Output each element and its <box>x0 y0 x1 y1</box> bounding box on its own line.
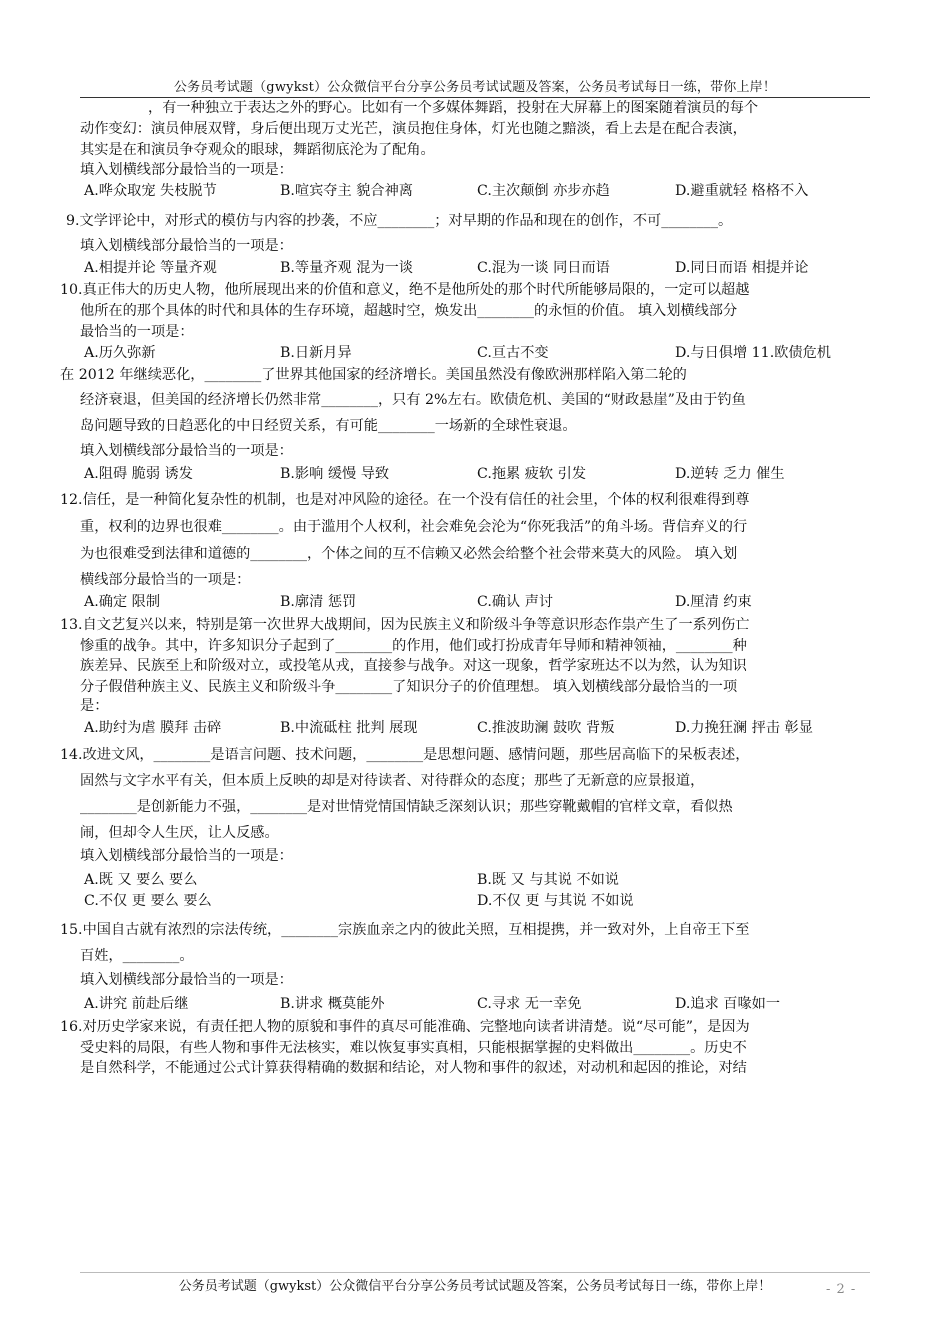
q11-option-a: A.阻碍 脆弱 诱发 <box>84 466 193 482</box>
q13-option-d: D.力挽狂澜 抨击 彰显 <box>675 720 813 736</box>
q8-line-3: 其实是在和演员争夺观众的眼球，舞蹈彻底沦为了配角。 <box>80 142 435 158</box>
q9-option-c: C.混为一谈 同日而语 <box>477 260 610 276</box>
q11-line-1: 在 2012 年继续恶化，________了世界其他国家的经济增长。美国虽然没有像欧洲那样陷入第二轮的 <box>60 367 687 383</box>
q10-option-a: A.历久弥新 <box>84 345 156 361</box>
q12-option-a: A.确定 限制 <box>84 594 161 610</box>
q15-option-a: A.讲究 前赴后继 <box>84 996 189 1012</box>
q14-option-a: A.既 又 要么 要么 <box>84 872 198 888</box>
q13-line-4: 分子假借种族主义、民族主义和阶级斗争________了知识分子的价值理想。 填入划横线部分最恰当的一项 <box>80 679 738 695</box>
q12-option-d: D.厘清 约束 <box>675 594 752 610</box>
q13-option-a: A.助纣为虐 膜拜 击碎 <box>84 720 222 736</box>
q14-option-b: B.既 又 与其说 不如说 <box>477 872 619 888</box>
q8-option-d: D.避重就轻 格格不入 <box>675 183 809 199</box>
q16-line-2: 受史料的局限，有些人物和事件无法核实，难以恢复事实真相，只能根据掌握的史料做出________。历史不 <box>80 1040 747 1056</box>
q13-line-3: 族差异、民族至上和阶级对立，或投笔从戎，直接参与战争。对这一现象，哲学家班达不以为然，认为知识 <box>80 658 747 674</box>
q8-line-2: 动作变幻：演员伸展双臂，身后便出现万丈光芒，演员抱住身体，灯光也随之黯淡，看上去是在配合表演， <box>80 121 747 137</box>
q13-option-c: C.推波助澜 鼓吹 背叛 <box>477 720 615 736</box>
q13-option-b: B.中流砥柱 批判 展现 <box>280 720 418 736</box>
q12-option-c: C.确认 声讨 <box>477 594 554 610</box>
q13-line-2: 惨重的战争。其中，许多知识分子起到了________的作用，他们或打扮成青年导师和精神领袖，________种 <box>80 638 747 654</box>
q8-option-b: B.喧宾夺主 貌合神离 <box>280 183 413 199</box>
q10-line-3: 最恰当的一项是： <box>80 324 194 340</box>
q12-line-1: 12.信任，是一种简化复杂性的机制，也是对冲风险的途径。在一个没有信任的社会里，个体的权利很难得到尊 <box>60 492 750 508</box>
q16-line-3: 是自然科学，不能通过公式计算获得精确的数据和结论，对人物和事件的叙述，对动机和起因的推论，对结 <box>80 1060 747 1076</box>
q12-line-2: 重，权利的边界也很难________。由于滥用个人权利，社会难免会沦为“你死我活”的角斗场。背信弃义的行 <box>80 519 748 535</box>
footer-divider <box>80 1272 870 1273</box>
q9-option-b: B.等量齐观 混为一谈 <box>280 260 413 276</box>
q10-option-c: C.亘古不变 <box>477 345 549 361</box>
q9-line-1: 9.文学评论中，对形式的模仿与内容的抄袭，不应________；对早期的作品和现在的创作，不可________。 <box>66 213 733 229</box>
q10-line-2: 他所在的那个具体的时代和具体的生存环境，超越时空，焕发出________的永恒的价值。 填入划横线部分 <box>80 303 738 319</box>
q13-line-1: 13.自文艺复兴以来，特别是第一次世界大战期间，因为民族主义和阶级斗争等意识形态作祟产生了一系列伤亡 <box>60 617 750 633</box>
q9-option-d: D.同日而语 相提并论 <box>675 260 809 276</box>
q10-line-1: 10.真正伟大的历史人物，他所展现出来的价值和意义，绝不是他所处的那个时代所能够局限的，一定可以超越 <box>60 282 750 298</box>
q14-option-d: D.不仅 更 与其说 不如说 <box>477 893 634 909</box>
q11-line-3: 岛问题导致的日趋恶化的中日经贸关系，有可能________一场新的全球性衰退。 <box>80 418 577 434</box>
q8-option-c: C.主次颠倒 亦步亦趋 <box>477 183 610 199</box>
q11-line-2: 经济衰退，但美国的经济增长仍然非常________，只有 2%左右。欧债危机、美国的“财政悬崖”及由于钓鱼 <box>80 392 746 408</box>
q8-option-a: A.哗众取宠 失枝脱节 <box>84 183 217 199</box>
q10-option-b: B.日新月异 <box>280 345 352 361</box>
q12-line-3: 为也很难受到法律和道德的________，个体之间的互不信赖又必然会给整个社会带来莫大的风险。 填入划 <box>80 546 738 562</box>
page-header: 公务员考试题（gwykst）公众微信平台分享公务员考试试题及答案，公务员考试每日一练，带你上岸！ <box>173 80 777 95</box>
q12-line-4: 横线部分最恰当的一项是： <box>80 572 251 588</box>
q11-prompt: 填入划横线部分最恰当的一项是： <box>80 443 293 459</box>
q9-option-a: A.相提并论 等量齐观 <box>84 260 217 276</box>
q13-line-5: 是： <box>80 698 109 714</box>
q15-prompt: 填入划横线部分最恰当的一项是： <box>80 972 293 988</box>
q16-line-1: 16.对历史学家来说，有责任把人物的原貌和事件的真尽可能准确、完整地向读者讲清楚。说“尽可能”，是因为 <box>60 1019 750 1035</box>
q11-option-c: C.拖累 疲软 引发 <box>477 466 587 482</box>
q8-prompt: 填入划横线部分最恰当的一项是： <box>80 162 293 178</box>
page-footer: 公务员考试题（gwykst）公众微信平台分享公务员考试试题及答案，公务员考试每日一练，带你上岸！ <box>178 1279 772 1294</box>
q14-option-c: C.不仅 更 要么 要么 <box>84 893 212 909</box>
q14-line-3: ________是创新能力不强，________是对世情党情国情缺乏深刻认识；那些穿靴戴帽的官样文章，看似热 <box>80 799 733 815</box>
q11-option-b: B.影响 缓慢 导致 <box>280 466 390 482</box>
q15-option-b: B.讲求 概莫能外 <box>280 996 385 1012</box>
q14-line-4: 闹，但却令人生厌，让人反感。 <box>80 825 279 841</box>
q14-prompt: 填入划横线部分最恰当的一项是： <box>80 848 293 864</box>
q10-option-d: D.与日俱增 11.欧债危机 <box>675 345 831 361</box>
q15-option-d: D.追求 百喙如一 <box>675 996 781 1012</box>
q15-line-1: 15.中国自古就有浓烈的宗法传统，________宗族血亲之内的彼此关照，互相提携，并一致对外，上自帝王下至 <box>60 922 750 938</box>
q15-option-c: C.寻求 无一幸免 <box>477 996 582 1012</box>
q15-line-2: 百姓，________。 <box>80 948 194 964</box>
page-number: - 2 - <box>826 1282 857 1297</box>
q9-prompt: 填入划横线部分最恰当的一项是： <box>80 238 293 254</box>
q14-line-2: 固然与文字水平有关，但本质上反映的却是对待读者、对待群众的态度；那些了无新意的应景报道， <box>80 773 705 789</box>
q8-line-1: ，有一种独立于表达之外的野心。比如有一个多媒体舞蹈，投射在大屏幕上的图案随着演员的每个 <box>148 100 759 116</box>
q14-line-1: 14.改进文风，________是语言问题、技术问题，________是思想问题、感情问题，那些居高临下的呆板表述， <box>60 747 750 763</box>
q11-option-d: D.逆转 乏力 催生 <box>675 466 785 482</box>
q12-option-b: B.廓清 惩罚 <box>280 594 357 610</box>
